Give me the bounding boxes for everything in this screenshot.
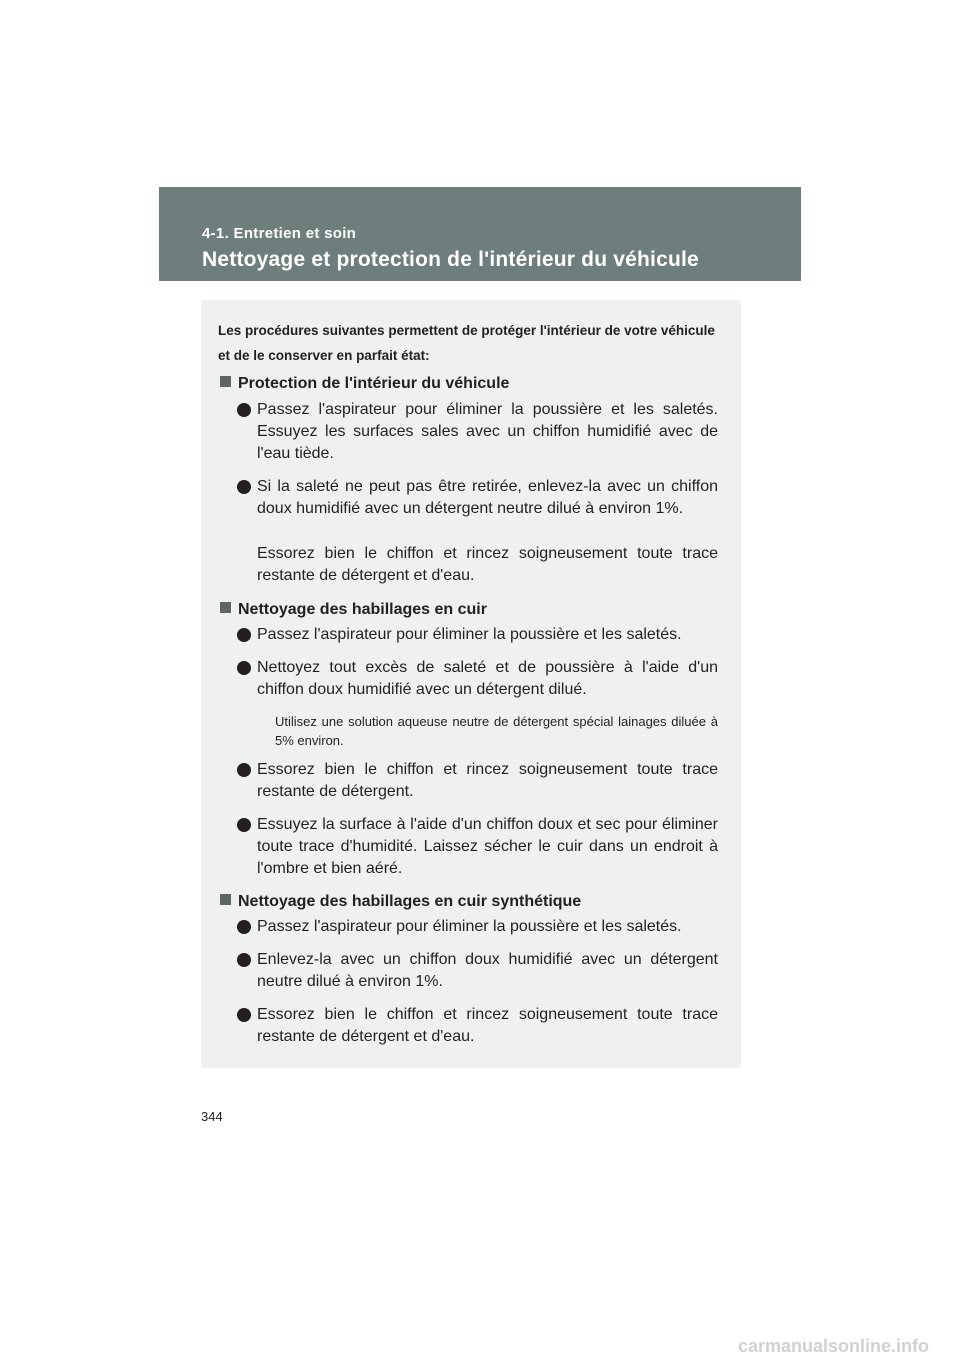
- list-item: Si la saleté ne peut pas être retirée, enlevez-la avec un chiffon doux humidifié avec un détergent neutre dilué à environ 1%.: [237, 476, 718, 520]
- list-item: Passez l'aspirateur pour éliminer la poussière et les saletés.: [237, 624, 718, 646]
- list-item: Essorez bien le chiffon et rincez soigneusement toute trace restante de détergent et d'eau.: [237, 1004, 718, 1048]
- bullet-dot-icon: [237, 1008, 251, 1022]
- page-title: Nettoyage et protection de l'intérieur du véhicule: [202, 248, 699, 271]
- watermark: carmanualsonline.info: [738, 1336, 930, 1356]
- list-item: Enlevez-la avec un chiffon doux humidifié avec un détergent neutre dilué à environ 1%.: [237, 949, 718, 993]
- intro-paragraph: Les procédures suivantes permettent de protéger l'intérieur de votre véhicule et de le conserver en parfait état:: [218, 323, 715, 363]
- section-heading-interior-protection: Protection de l'intérieur du véhicule: [220, 373, 509, 395]
- bullet-dot-icon: [237, 920, 251, 934]
- list-item-continuation: Essorez bien le chiffon et rincez soigneusement toute trace restante de détergent et d'eau.: [257, 545, 718, 584]
- list-item: Nettoyez tout excès de saleté et de poussière à l'aide d'un chiffon doux humidifié avec un détergent dilué.: [237, 657, 718, 701]
- page-number: 344: [201, 1109, 223, 1124]
- square-bullet-icon: [220, 376, 231, 387]
- list-item: Passez l'aspirateur pour éliminer la poussière et les saletés.: [237, 916, 718, 938]
- section-heading-leather: Nettoyage des habillages en cuir: [220, 599, 487, 621]
- note-text: Utilisez une solution aqueuse neutre de détergent spécial lainages diluée à 5% environ.: [275, 714, 718, 748]
- chapter-header: [159, 187, 801, 281]
- list-item: Essorez bien le chiffon et rincez soigneusement toute trace restante de détergent.: [237, 759, 718, 803]
- bullet-dot-icon: [237, 628, 251, 642]
- bullet-dot-icon: [237, 661, 251, 675]
- list-item: Passez l'aspirateur pour éliminer la poussière et les saletés. Essuyez les surfaces sales avec un chiffon humidifié avec de l'eau tiède.: [237, 399, 718, 465]
- bullet-dot-icon: [237, 403, 251, 417]
- bullet-dot-icon: [237, 480, 251, 494]
- section-label: 4-1. Entretien et soin: [202, 225, 357, 242]
- square-bullet-icon: [220, 602, 231, 613]
- bullet-dot-icon: [237, 763, 251, 777]
- section-heading-synthetic-leather: Nettoyage des habillages en cuir synthétique: [220, 891, 581, 913]
- bullet-dot-icon: [237, 818, 251, 832]
- bullet-dot-icon: [237, 953, 251, 967]
- list-item: Essuyez la surface à l'aide d'un chiffon doux et sec pour éliminer toute trace d'humidité. Laissez sécher le cuir dans un endroit à l'ombre et bien aéré.: [237, 814, 718, 880]
- square-bullet-icon: [220, 894, 231, 905]
